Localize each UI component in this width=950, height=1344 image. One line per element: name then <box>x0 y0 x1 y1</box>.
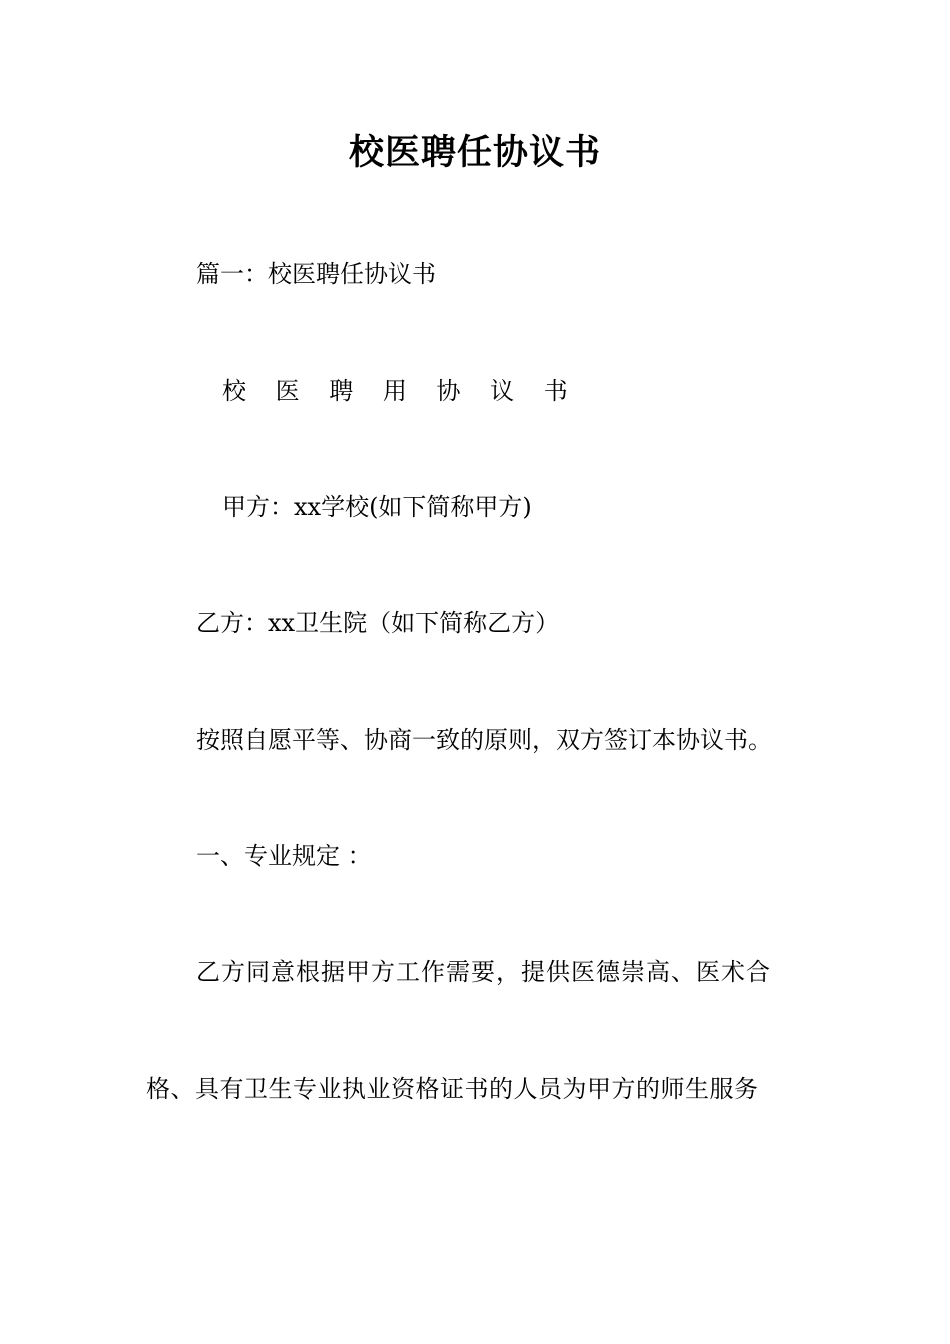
section-heading: 篇一：校医聘任协议书 <box>196 260 436 288</box>
document-title: 校医聘任协议书 <box>348 132 601 173</box>
clause-paragraph-line-1: 乙方同意根据甲方工作需要，提供医德崇高、医术合 <box>196 958 771 986</box>
party-b-line: 乙方：xx卫生院（如下简称乙方） <box>196 609 560 637</box>
clause-paragraph-line-2: 格、具有卫生专业执业资格证书的人员为甲方的师生服务 <box>146 1075 759 1103</box>
party-a-line: 甲方：xx学校(如下简称甲方) <box>222 493 532 521</box>
preamble-paragraph: 按照自愿平等、协商一致的原则，双方签订本协议书。 <box>196 726 772 754</box>
agreement-subtitle: 校 医 聘 用 协 议 书 <box>222 377 579 405</box>
clause-heading: 一、专业规定 ： <box>196 842 372 870</box>
